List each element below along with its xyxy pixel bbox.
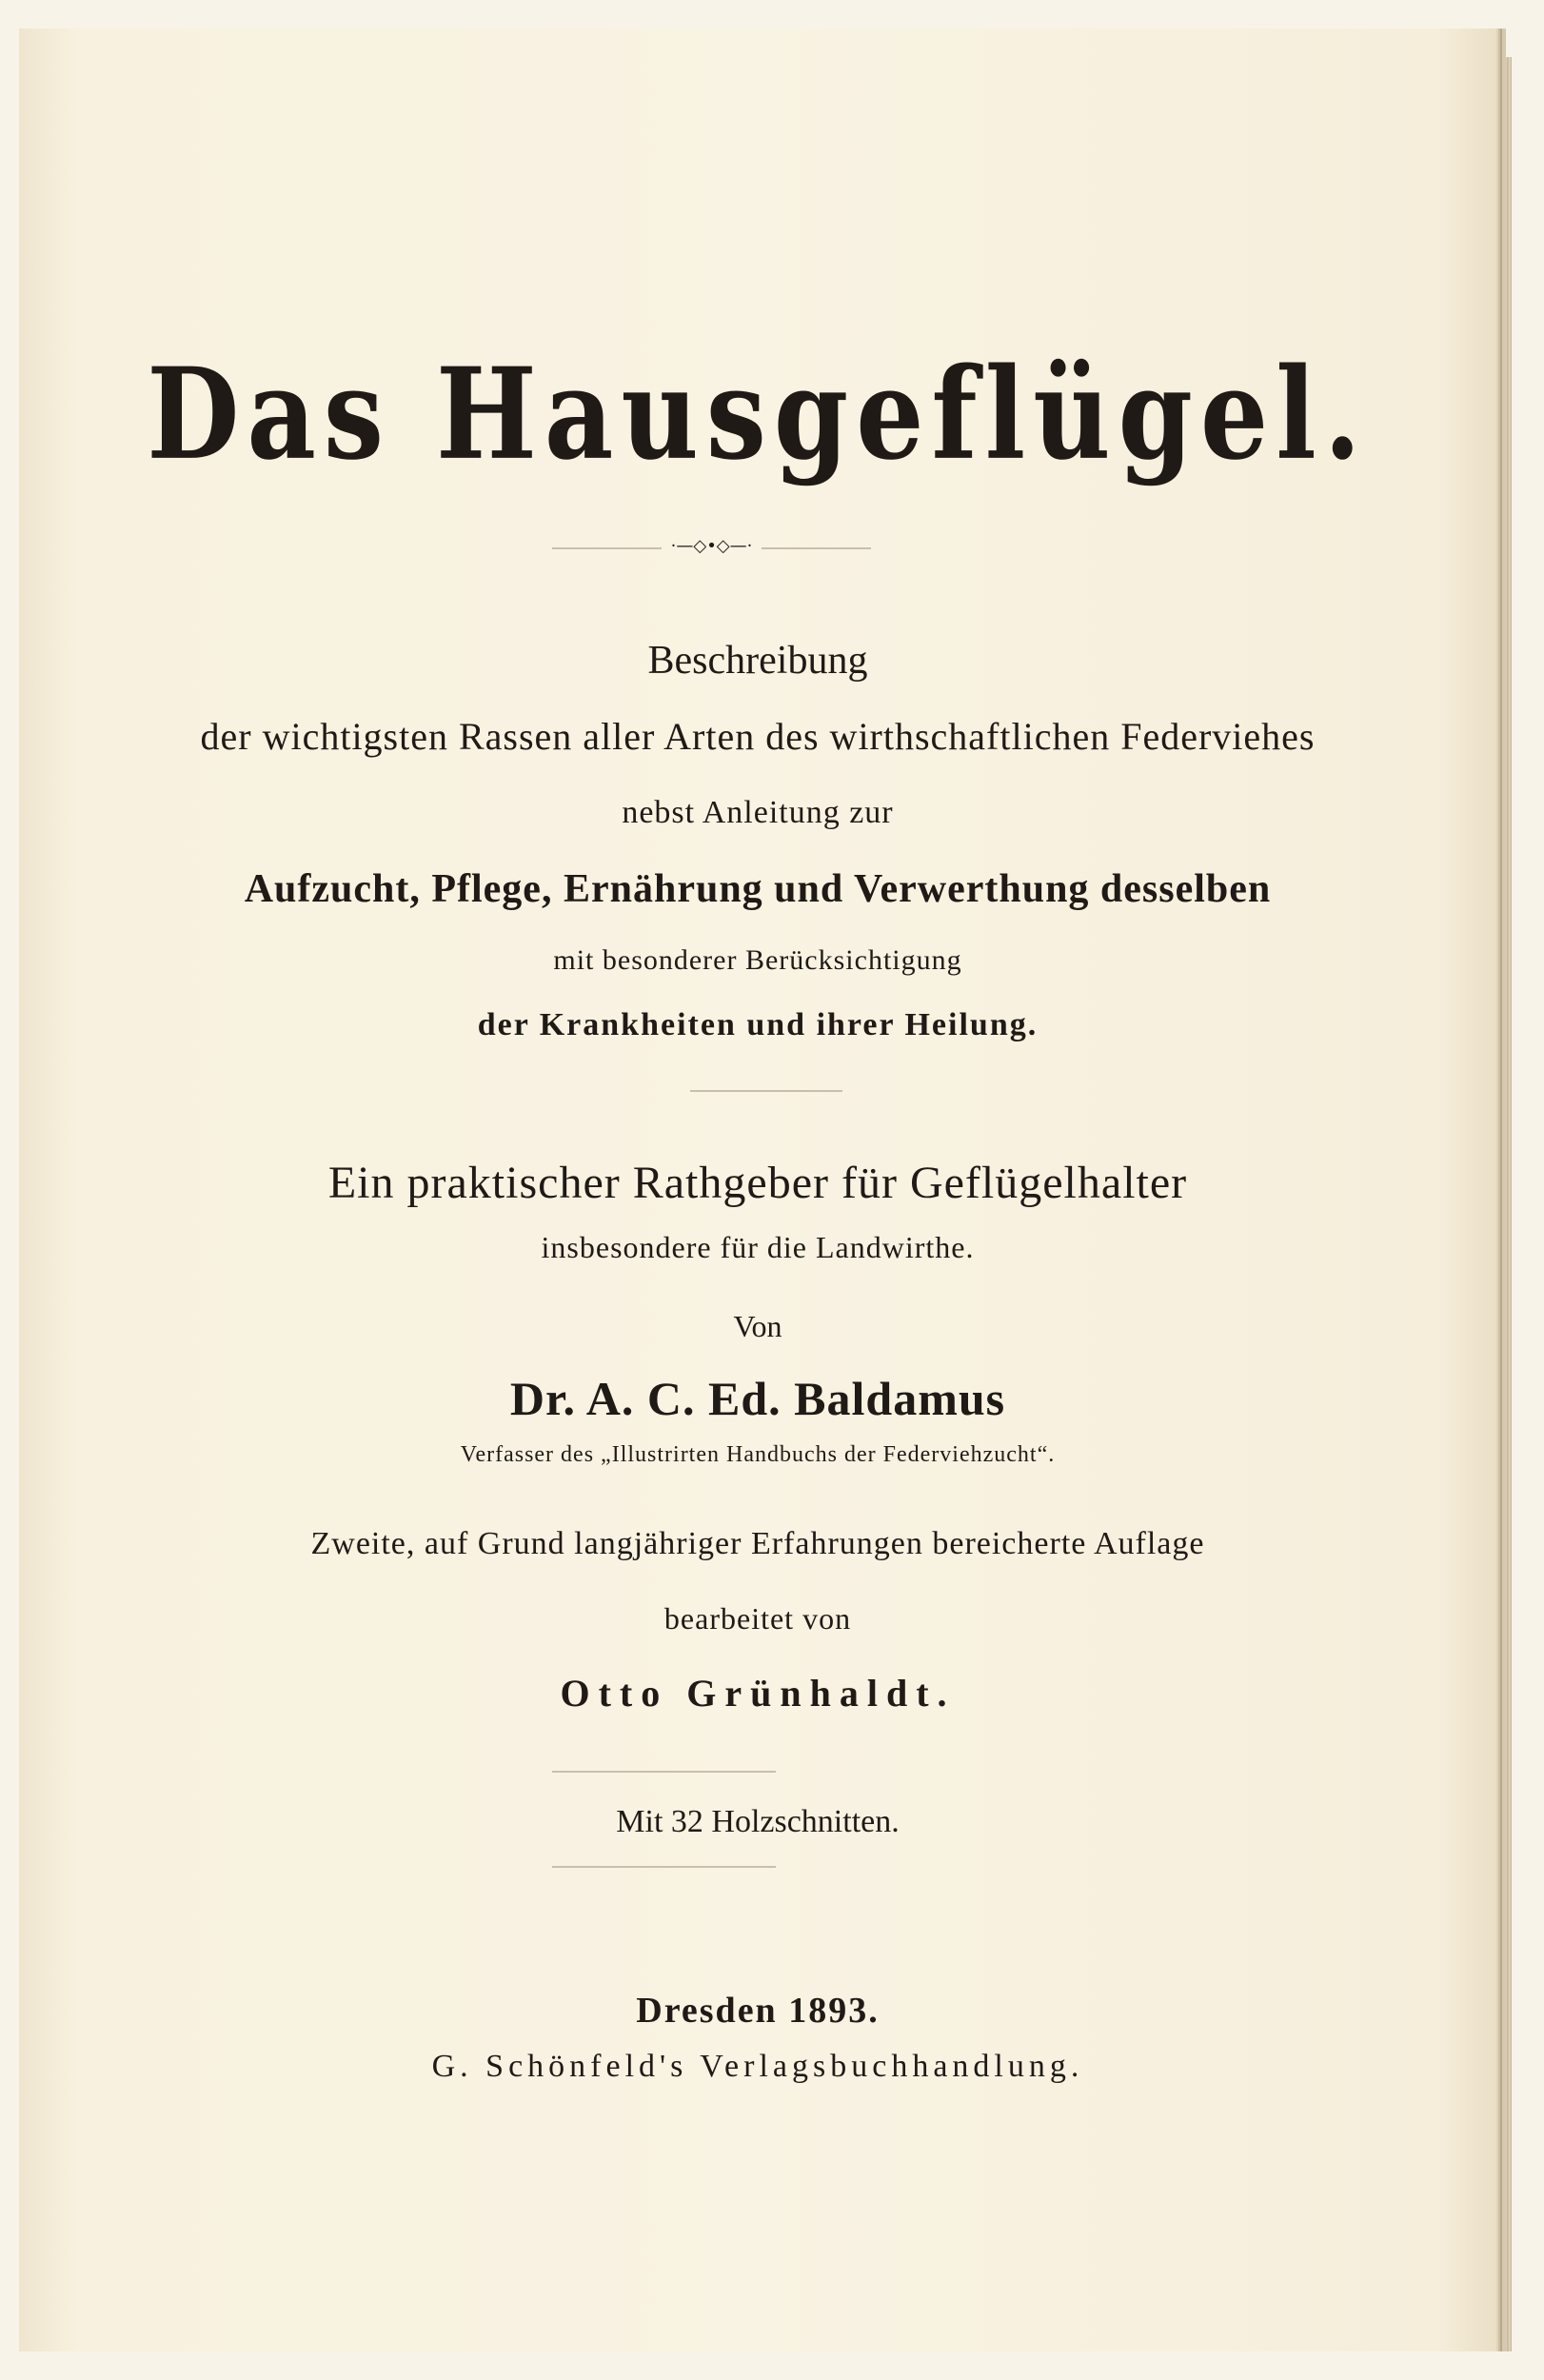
title-page [19, 29, 1496, 2351]
tagline-sub: insbesondere für die Landwirthe. [541, 1230, 975, 1264]
page-edges [1496, 57, 1512, 2351]
ornament-rule-left [552, 547, 662, 549]
editor-name: Otto Grünhaldt. [560, 1672, 956, 1715]
book-title: Das Hausgeflügel. [147, 341, 1369, 488]
illustrations-note: Mit 32 Holzschnitten. [616, 1804, 900, 1839]
subtitle-line-5: der Krankheiten und ihrer Heilung. [477, 1007, 1039, 1042]
illustrations-rule-bottom [552, 1866, 776, 1868]
subtitle-line-4: mit besonderer Berücksichtigung [553, 944, 962, 976]
subtitle-head: Beschreibung [647, 639, 868, 683]
by-label: Von [733, 1309, 782, 1343]
edition-line: Zweite, auf Grund langjähriger Erfahrungen bereicherte Auflage [310, 1526, 1205, 1561]
imprint-city-year: Dresden 1893. [636, 1991, 880, 2031]
subtitle-line-2: nebst Anleitung zur [622, 795, 894, 830]
ornament-divider: ·—◇•◇—· [670, 536, 753, 556]
subtitle-line-3: Aufzucht, Pflege, Ernährung und Verwerthung desselben [244, 867, 1272, 911]
illustrations-rule-top [552, 1771, 776, 1773]
section-divider [690, 1090, 842, 1092]
subtitle-line-1: der wichtigsten Rassen aller Arten des wirthschaftlichen Federviehes [200, 715, 1316, 758]
edited-by-label: bearbeitet von [663, 1601, 852, 1636]
imprint-publisher: G. Schönfeld's Verlagsbuchhandlung. [431, 2049, 1084, 2084]
author-note: Verfasser des „Illustrirten Handbuchs der Federviehzucht“. [460, 1442, 1056, 1467]
author-name: Dr. A. C. Ed. Baldamus [509, 1372, 1006, 1425]
ornament-rule-right [762, 547, 871, 549]
tagline: Ein praktischer Rathgeber für Geflügelhalter [327, 1158, 1188, 1208]
